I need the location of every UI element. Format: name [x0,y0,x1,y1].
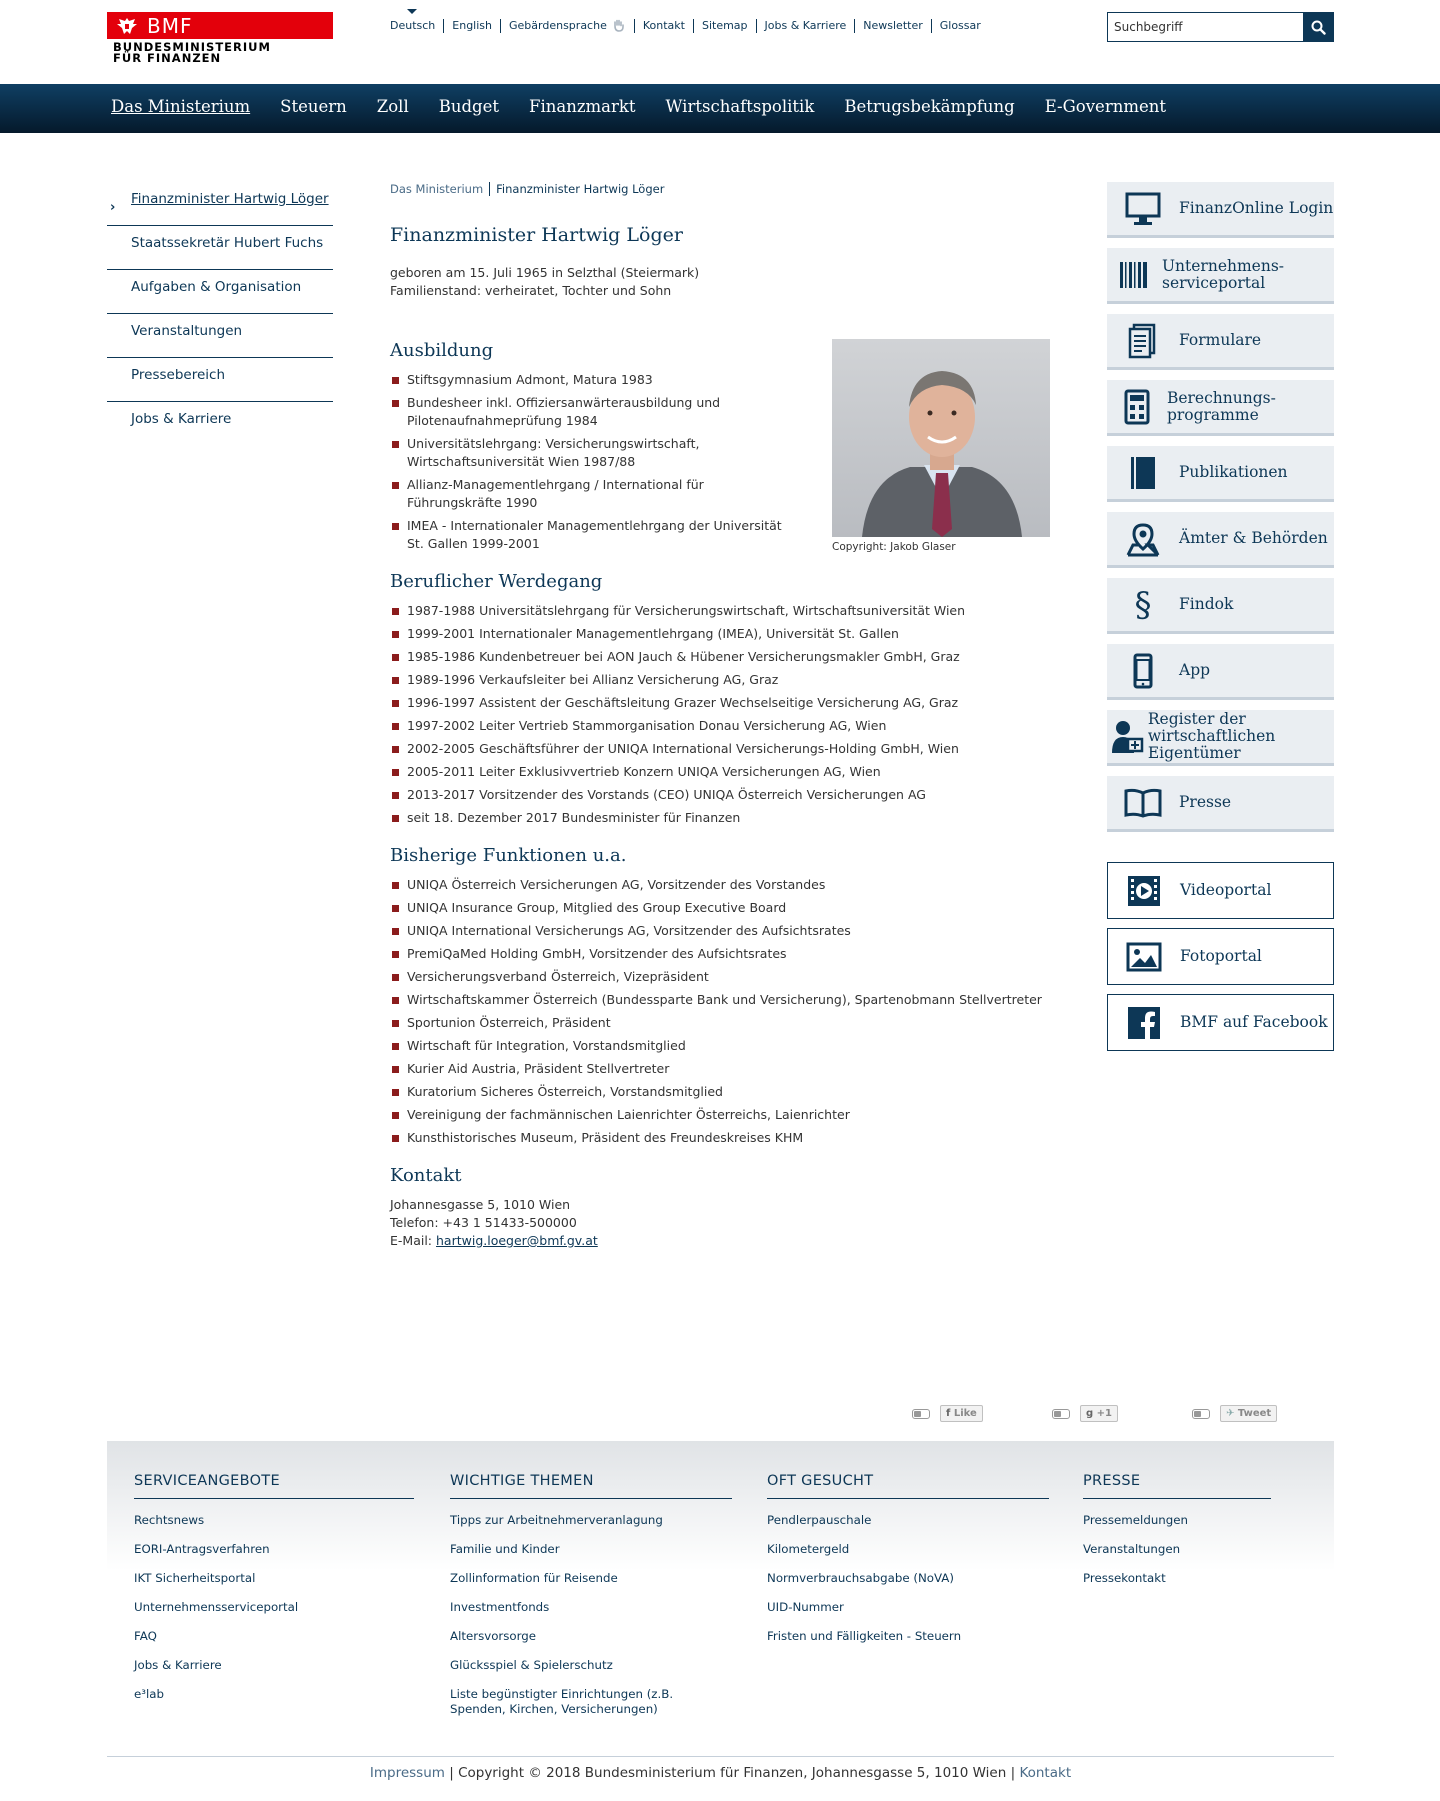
list-item: Kunsthistorisches Museum, Präsident des Freundeskreises KHM [390,1129,1050,1147]
mainnav-betrugsbekaempfung[interactable]: Betrugsbekämpfung [844,97,1015,116]
sign-language-icon [612,19,626,33]
mainnav-e-government[interactable]: E-Government [1044,97,1166,116]
tile-aemter-behoerden[interactable] [1107,512,1334,568]
sidebar-item-label: Finanzminister Hartwig Löger [131,191,329,207]
main-navigation [0,84,1440,133]
tile-label: Videoportal [1180,881,1272,899]
topnav-glossar[interactable]: Glossar [931,19,989,33]
list-item: 2005-2011 Leiter Exklusivvertrieb Konzern UNIQA Versicherungen AG, Wien [390,763,1050,781]
sidebar-item-label: Staatssekretär Hubert Fuchs [131,235,324,251]
barcode-icon [1119,261,1149,289]
werdegang-heading: Beruflicher Werdegang [390,571,603,592]
contact-details [390,1196,1050,1250]
tile-publikationen[interactable] [1107,446,1334,502]
footer-link[interactable]: UID-Nummer [767,1600,844,1614]
facebook-small-icon: f [946,1408,951,1419]
twitter-bird-icon: ✈ [1226,1408,1235,1419]
logo-line2: FÜR FINANZEN [113,51,222,65]
topnav-kontakt[interactable]: Kontakt [634,19,693,33]
tile-label: Presse [1179,793,1232,811]
list-item: Vereinigung der fachmännischen Laienrichter Österreichs, Laienrichter [390,1106,1050,1124]
tile-label: Fotoportal [1180,947,1262,965]
tile-fotoportal[interactable] [1107,928,1334,985]
like-label: Like [953,1408,977,1419]
mainnav-das-ministerium[interactable]: Das Ministerium [111,97,251,116]
video-icon [1126,874,1162,908]
footer-link[interactable]: Glücksspiel & Spielerschutz [450,1658,613,1672]
contact-address: Johannesgasse 5, 1010 Wien [390,1197,571,1212]
funktionen-list [390,876,1050,1147]
list-item: Versicherungsverband Österreich, Vizepräsident [390,968,1050,986]
footer-link[interactable]: Pendlerpauschale [767,1513,872,1527]
mainnav-budget[interactable]: Budget [438,97,499,116]
site-header [0,0,1440,84]
sidebar-item-jobs[interactable] [107,402,333,445]
mainnav-steuern[interactable]: Steuern [280,97,347,116]
footer-link[interactable]: Investmentfonds [450,1600,550,1614]
social-share-bar [912,1405,1282,1425]
portrait-illustration [832,339,1050,537]
facebook-like-widget [912,1405,983,1422]
chevron-right-icon: › [110,200,116,215]
tile-label: FinanzOnline Login [1179,199,1334,217]
search-input[interactable] [1108,13,1303,41]
footer-heading: PRESSE [1083,1473,1271,1499]
footer-col-themen [450,1473,732,1731]
separator: | [1010,1765,1020,1781]
tile-label: App [1179,661,1211,679]
list-item: 1985-1986 Kundenbetreuer bei AON Jauch & Hübener Versicherungsmakler GmbH, Graz [390,648,1050,666]
search-icon [1311,20,1326,35]
sidebar-item-aufgaben[interactable] [107,270,333,314]
sidebar-navigation [107,182,333,445]
paragraph-icon: § [1134,584,1152,625]
topnav-gebaerdensprache[interactable] [500,19,634,33]
service-tiles [1107,182,1334,1060]
mainnav-zoll[interactable]: Zoll [376,97,409,116]
intro-text [390,264,1050,300]
main-content [390,182,1050,1250]
list-item: UNIQA International Versicherungs AG, Vorsitzender des Aufsichtsrates [390,922,1050,940]
portrait-photo [832,339,1050,537]
google-plus-icon: g [1086,1408,1094,1419]
list-item: seit 18. Dezember 2017 Bundesminister für Finanzen [390,809,1050,827]
footer-link[interactable]: Veranstaltungen [1083,1542,1181,1556]
tile-label: Unternehmens-serviceportal [1161,256,1285,292]
site-footer [107,1441,1334,1741]
facebook-toggle[interactable] [912,1409,930,1419]
tile-label: Findok [1179,595,1234,613]
footer-link[interactable]: Altersvorsorge [450,1629,537,1643]
footer-heading: WICHTIGE THEMEN [450,1473,732,1499]
sidebar-item-label: Pressebereich [131,367,225,383]
sidebar-item-label: Jobs & Karriere [131,411,232,427]
funktionen-heading: Bisherige Funktionen u.a. [390,845,627,866]
footer-link[interactable]: Kilometergeld [767,1542,850,1556]
contact-email-label: E-Mail: [390,1233,433,1248]
sidebar-item-staatssekretaer[interactable] [107,226,333,270]
tile-findok[interactable] [1107,578,1334,634]
list-item: 1999-2001 Internationaler Managementlehrgang (IMEA), Universität St. Gallen [390,625,1050,643]
topnav-deutsch[interactable]: Deutsch [390,19,436,32]
map-pin-icon [1125,521,1161,557]
footer-link[interactable]: e³lab [134,1687,164,1701]
tweet-button[interactable] [1220,1405,1277,1422]
tile-label: Register der wirtschaftlichen Eigentümer [1147,710,1276,762]
search-box [1107,12,1334,42]
list-item: Bundesheer inkl. Offiziersanwärterausbildung und Pilotenaufnahmeprüfung 1984 [390,394,800,430]
monitor-icon [1125,192,1161,226]
list-item: UNIQA Österreich Versicherungen AG, Vorsitzender des Vorstandes [390,876,1050,894]
calculator-icon [1124,389,1150,425]
werdegang-section [390,571,1050,827]
list-item: Sportunion Österreich, Präsident [390,1014,1050,1032]
sidebar-item-label: Aufgaben & Organisation [131,279,302,295]
list-item: UNIQA Insurance Group, Mitglied des Group Executive Board [390,899,1050,917]
funktionen-section [390,845,1050,1147]
topnav-gebaerdensprache-label: Gebärdensprache [509,19,607,32]
birth-info: geboren am 15. Juli 1965 in Selzthal (Steiermark) [390,265,700,280]
footer-link[interactable]: Jobs & Karriere [134,1658,222,1672]
tile-label: Publikationen [1179,463,1288,481]
breadcrumb-current: Finanzminister Hartwig Löger [496,182,665,196]
sidebar-item-label: Veranstaltungen [131,323,243,339]
list-item: 1997-2002 Leiter Vertrieb Stammorganisation Donau Versicherung AG, Wien [390,717,1050,735]
breadcrumb [390,182,1050,196]
footer-link[interactable]: Unternehmensserviceportal [134,1600,299,1614]
logo-abbr: BMF [147,13,193,38]
copyright-text: Copyright © 2018 Bundesministerium für Finanzen, Johannesgasse 5, 1010 Wien [458,1765,1007,1781]
footer-heading: OFT GESUCHT [767,1473,1049,1499]
tile-register-eigentuemer[interactable] [1107,710,1334,766]
logo-fullname [107,39,333,64]
footer-link[interactable]: Rechtsnews [134,1513,205,1527]
google-plusone-button[interactable] [1080,1405,1118,1422]
twitter-widget [1192,1405,1277,1422]
footer-link[interactable]: Pressekontakt [1083,1571,1166,1585]
breadcrumb-link-ministerium[interactable]: Das Ministerium [390,182,490,196]
kontakt-heading: Kontakt [390,1165,462,1186]
list-item: 1996-1997 Assistent der Geschäftsleitung Grazer Wechselseitige Versicherung AG, Graz [390,694,1050,712]
list-item: Kurier Aid Austria, Präsident Stellvertreter [390,1060,1050,1078]
tile-formulare[interactable] [1107,314,1334,370]
footer-link[interactable]: Zollinformation für Reisende [450,1571,618,1585]
contact-email-link[interactable]: hartwig.loeger@bmf.gv.at [436,1233,598,1248]
footer-col-gesucht [767,1473,1049,1658]
document-icon [1128,323,1158,359]
footer-col-serviceangebote [134,1473,414,1716]
top-navigation [390,19,989,33]
eagle-icon [115,16,139,36]
separator: | [449,1765,459,1781]
footer-link[interactable]: Tipps zur Arbeitnehmerveranlagung [450,1513,663,1527]
tile-presse[interactable] [1107,776,1334,832]
footer-link[interactable]: Familie und Kinder [450,1542,560,1556]
kontakt-link[interactable]: Kontakt [1019,1765,1072,1781]
list-item: PremiQaMed Holding GmbH, Vorsitzender des Aufsichtsrates [390,945,1050,963]
twitter-toggle[interactable] [1192,1409,1210,1419]
footer-link[interactable]: Normverbrauchsabgabe (NoVA) [767,1571,954,1585]
tile-finanzonline[interactable] [1107,182,1334,238]
logo-red-bar [107,12,333,39]
footer-link[interactable]: FAQ [134,1629,157,1643]
list-item: Wirtschaftskammer Österreich (Bundessparte Bank und Versicherung), Spartenobmann Stellvertreter [390,991,1050,1009]
bmf-logo[interactable] [107,12,333,68]
logo-line1: BUNDESMINISTERIUM [113,40,271,54]
footer-link[interactable]: Pressemeldungen [1083,1513,1188,1527]
list-item: 1989-1996 Verkaufsleiter bei Allianz Versicherung AG, Graz [390,671,1050,689]
werdegang-list [390,602,1050,827]
list-item: Universitätslehrgang: Versicherungswirtschaft, Wirtschaftsuniversität Wien 1987/88 [390,435,800,471]
portrait-figure [832,339,1052,553]
photo-icon [1126,942,1162,972]
facebook-icon [1127,1006,1161,1040]
list-item: Stiftsgymnasium Admont, Matura 1983 [390,371,800,389]
footer-link[interactable]: Fristen und Fälligkeiten - Steuern [767,1629,962,1643]
list-item: 1987-1988 Universitätslehrgang für Versicherungswirtschaft, Wirtschaftsuniversität Wien [390,602,1050,620]
search-button[interactable] [1303,13,1333,41]
tile-label: Formulare [1179,331,1262,349]
tile-videoportal[interactable] [1107,862,1334,919]
book-icon [1129,455,1157,491]
open-book-icon [1124,788,1162,818]
footer-link[interactable]: IKT Sicherheitsportal [134,1571,256,1585]
list-item: Allianz-Managementlehrgang / International für Führungskräfte 1990 [390,476,800,512]
impressum-link[interactable]: Impressum [369,1765,445,1781]
tile-facebook[interactable] [1107,994,1334,1051]
family-info: Familienstand: verheiratet, Tochter und Sohn [390,283,672,298]
topnav-english[interactable]: English [443,19,500,33]
list-item: 2013-2017 Vorsitzender des Vorstands (CEO) UNIQA Österreich Versicherungen AG [390,786,1050,804]
ausbildung-heading: Ausbildung [390,340,494,361]
tile-app[interactable] [1107,644,1334,700]
list-item: Kuratorium Sicheres Österreich, Vorstandsmitglied [390,1083,1050,1101]
list-item: 2002-2005 Geschäftsführer der UNIQA International Versicherungs-Holding GmbH, Wien [390,740,1050,758]
contact-phone: Telefon: +43 1 51433-500000 [390,1215,577,1230]
plusone-label: +1 [1096,1408,1112,1419]
person-register-icon [1110,719,1144,755]
tile-label: BMF auf Facebook [1180,1013,1328,1031]
copyright-bar [107,1756,1334,1781]
google-plus-widget [1052,1405,1118,1422]
sidebar-item-finanzminister[interactable] [107,182,333,226]
footer-heading: SERVICEANGEBOTE [134,1473,414,1499]
sidebar-item-veranstaltungen[interactable] [107,314,333,358]
mainnav-wirtschaftspolitik[interactable]: Wirtschaftspolitik [665,97,815,116]
tile-label: Ämter & Behörden [1179,529,1328,547]
tweet-label: Tweet [1237,1408,1272,1419]
tile-berechnungsprogramme[interactable] [1107,380,1334,436]
page-title: Finanzminister Hartwig Löger [390,224,683,246]
list-item: IMEA - Internationaler Managementlehrgang der Universität St. Gallen 1999-2001 [390,517,800,553]
ausbildung-list [390,371,800,553]
tile-unternehmensserviceportal[interactable] [1107,248,1334,304]
sidebar-item-pressebereich[interactable] [107,358,333,402]
tile-label: Berechnungs-programme [1166,388,1276,424]
kontakt-section [390,1165,1050,1250]
language-indicator-icon [407,9,417,14]
footer-link[interactable]: Liste begünstigter Einrichtungen (z.B. Spenden, Kirchen, Versicherungen) [450,1687,674,1716]
topnav-newsletter[interactable]: Newsletter [854,19,930,33]
topnav-jobs[interactable]: Jobs & Karriere [756,19,855,33]
footer-col-presse [1083,1473,1271,1600]
smartphone-icon [1133,653,1153,689]
topnav-sitemap[interactable]: Sitemap [693,19,756,33]
list-item: Wirtschaft für Integration, Vorstandsmitglied [390,1037,1050,1055]
google-toggle[interactable] [1052,1409,1070,1419]
ausbildung-section [390,340,800,553]
facebook-like-button[interactable] [940,1405,983,1422]
photo-caption: Copyright: Jakob Glaser [832,541,956,553]
mainnav-finanzmarkt[interactable]: Finanzmarkt [529,97,636,116]
contact-email-row [390,1232,1050,1250]
footer-link[interactable]: EORI-Antragsverfahren [134,1542,270,1556]
